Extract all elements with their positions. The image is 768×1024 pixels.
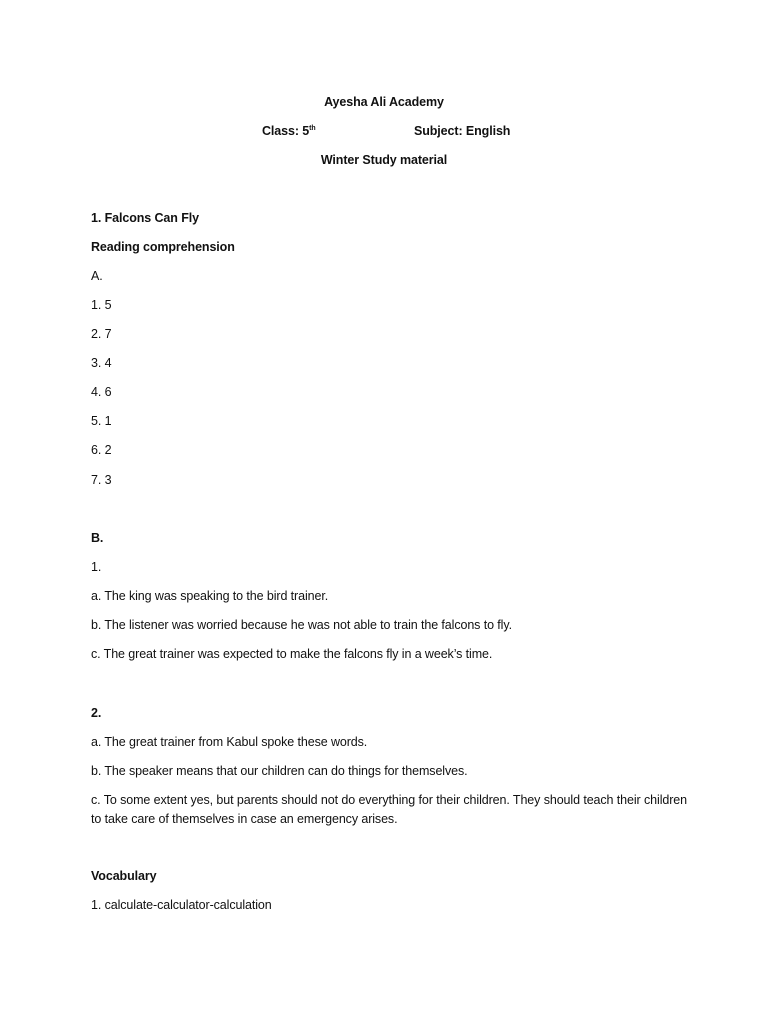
class-label (262, 123, 316, 139)
part-a-item: 4. 6 (91, 385, 112, 399)
answer-item: c. The great trainer was expected to make the falcons fly in a week’s time. (91, 647, 493, 661)
section-subtitle: Reading comprehension (91, 240, 235, 254)
part-a-item: 3. 4 (91, 356, 112, 370)
part-a-item: 1. 5 (91, 298, 112, 312)
question-2-label: 2. (91, 706, 102, 720)
answer-item: a. The king was speaking to the bird trainer. (91, 589, 329, 603)
class-superscript: th (309, 124, 316, 132)
material-title: Winter Study material (320, 153, 448, 167)
part-a-item: 5. 1 (91, 414, 112, 428)
vocabulary-item: 1. calculate-calculator-calculation (91, 898, 272, 912)
part-b-label: B. (91, 531, 104, 545)
class-text: Class: 5 (262, 124, 310, 138)
part-a-label: A. (91, 269, 103, 283)
question-1-label: 1. (91, 560, 102, 574)
school-title: Ayesha Ali Academy (324, 95, 444, 109)
answer-item: a. The great trainer from Kabul spoke these words. (91, 735, 368, 749)
part-a-item: 2. 7 (91, 327, 112, 341)
section-title: 1. Falcons Can Fly (91, 211, 199, 225)
part-a-item: 7. 3 (91, 473, 112, 487)
answer-item: b. The speaker means that our children can do things for themselves. (91, 764, 468, 778)
answer-item: b. The listener was worried because he was not able to train the falcons to fly. (91, 618, 512, 632)
answer-item: c. To some extent yes, but parents should not do everything for their children. They should teach their children to take care of themselves in case an emergency arises. (91, 793, 687, 826)
vocabulary-title: Vocabulary (91, 869, 157, 883)
subject-label: Subject: English (414, 124, 511, 138)
part-a-item: 6. 2 (91, 443, 112, 457)
